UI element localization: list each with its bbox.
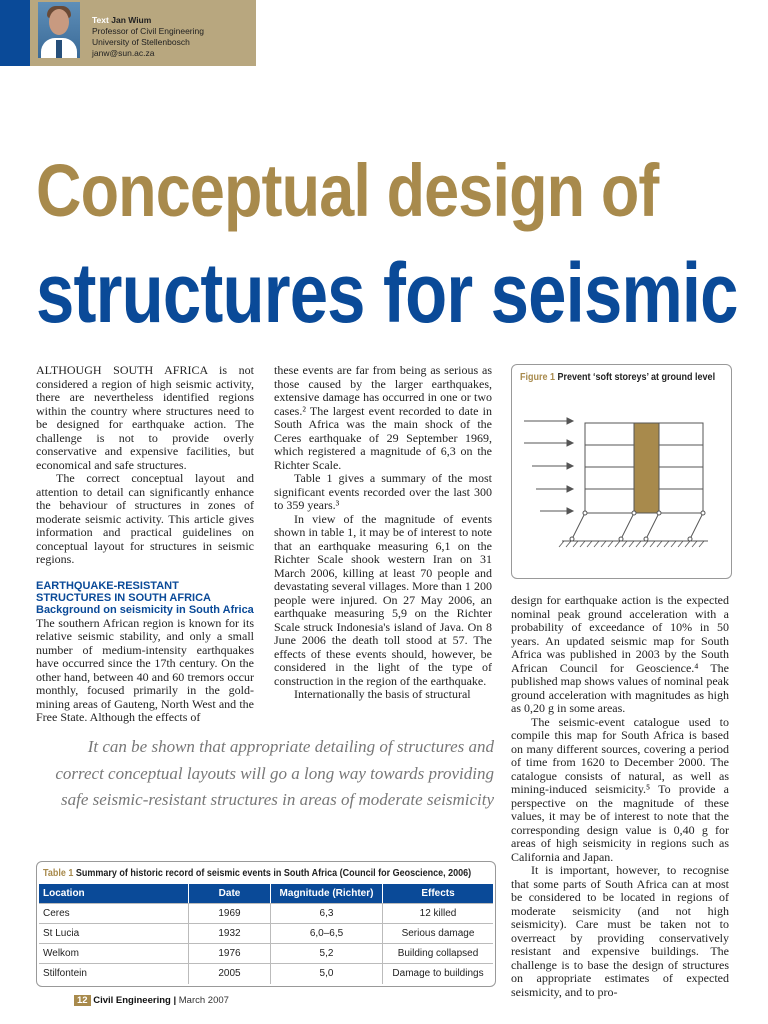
- body-paragraph: In view of the magnitude of events shown in table 1, it may be of interest to note that an earthquake measuring 6,1 on the Richter Scale shook western Iran on 31 March 2006, killing at least 70 people and devastating several villages. More than 1 200 people were injured. On 27 May 2006, an earthquake measuring 5,9 on the Richter Scale struck Indonesia's island of Java. On 8 June 2006 the death toll stood at 57. The effects of these events should, however, be considered in the light of the type of construction in the region of the earthquake.: [274, 511, 492, 688]
- table-1: [36, 861, 496, 987]
- column-header-effects: Effects: [421, 888, 455, 899]
- hinge: [632, 511, 636, 515]
- body-paragraph: Table 1 gives a summary of the most significant events recorded over the last 300 to 359 years.³: [274, 471, 492, 512]
- cell-location: Welkom: [39, 944, 189, 964]
- page-footer: [74, 995, 229, 1006]
- load-arrows: [524, 418, 573, 514]
- cell-effects: Damage to buildings: [392, 968, 484, 979]
- issue-date: March 2007: [178, 995, 229, 1006]
- hinge: [657, 511, 661, 515]
- body-paragraph: Internationally the basis of structural: [294, 687, 471, 701]
- column-header-date: Date: [189, 884, 271, 903]
- table-row: [39, 903, 493, 924]
- table-label: Table 1: [43, 868, 74, 879]
- cell-location: St Lucia: [39, 924, 189, 944]
- intro-paragraph: ALTHOUGH SOUTH AFRICA is not considered a region of high seismic activity, there are nevertheless identified regions within the country where structures need to be designed for earthquake action. The challenge is not to provide overly conservative and expensive facilities, but economical and safe structures.: [36, 363, 254, 472]
- ground-column: [646, 513, 659, 539]
- body-paragraph: It is important, however, to recognise that some parts of South Africa can at most be considered to be located in regions of moderate seismicity (and not high seismicity). Care must be taken not to overreact by providing conservatively resistant and expensive buildings. The challenge is to base the design of structures on appropriate estimates of expected seismicity, and to pro-: [511, 863, 729, 999]
- page-number: 12: [74, 995, 91, 1006]
- soft-storey-diagram: [512, 365, 731, 578]
- cell-magnitude: 5,0: [271, 964, 383, 984]
- table-header: [39, 884, 493, 903]
- column-3: [511, 594, 729, 999]
- column-header-magnitude: Magnitude (Richter): [271, 884, 383, 903]
- hinge: [619, 537, 623, 541]
- ground-column: [621, 513, 634, 539]
- pull-quote: It can be shown that appropriate detailing of structures and correct conceptual layouts will go a long way towards providing safe seismic-resistant structures in areas of moderate seismicity: [55, 737, 494, 809]
- body-paragraph: The southern African region is known for its relative seismic stability, and only a small number of medium-intensity earthquakes have occurred since the 17th century. On the other hand, between 40 and 60 tremors occur monthly, focused primarily in the gold-mining areas of Gauteng, North West and the Free State. Although the effects of: [36, 615, 254, 724]
- hinge: [570, 537, 574, 541]
- sub-heading: Background on seismicity in South Africa: [36, 603, 254, 616]
- table-row: [39, 923, 493, 944]
- hinge: [644, 537, 648, 541]
- body-paragraph: The seismic-event catalogue used to compile this map for South Africa is based on many different sources, covering a period of time from 1620 to December 2000. The catalogue consists of natural, as well as mining-induced seismicity.⁵ To provide a perspective on the magnitude of these values, it may be of interest to note that the corresponding design value is 0,40 g for areas of high seismicity in regions such as California and Japan.: [511, 714, 729, 864]
- hinge: [701, 511, 705, 515]
- body-paragraph: these events are far from being as serious as those caused by the larger earthquakes, extensive damage has occurred in one or two cases.² The largest event recorded to date in South Africa was the main shock of the Ceres earthquake of 29 September 1969, which registered a magnitude of 6,3 on the Richter Scale.: [274, 363, 492, 472]
- column-2: [274, 364, 492, 702]
- table-row: [39, 963, 493, 984]
- cell-date: 2005: [189, 964, 271, 984]
- cell-magnitude: 6,0–6,5: [271, 924, 383, 944]
- section-heading: EARTHQUAKE-RESISTANT STRUCTURES IN SOUTH AFRICA: [36, 579, 211, 604]
- ground-hatching: [559, 541, 704, 547]
- title-line-2: structures for seismic: [36, 246, 738, 340]
- table-caption-text: Summary of historic record of seismic events in South Africa (Council for Geoscience, 2006): [75, 868, 472, 879]
- cell-magnitude: 6,3: [271, 904, 383, 924]
- title-line-1: Conceptual design of: [36, 149, 659, 232]
- table-row: [39, 943, 493, 964]
- author-info: [92, 15, 204, 59]
- author-label: Text: [92, 15, 109, 25]
- figure-caption-text: Prevent ‘soft storeys’ at ground level: [557, 372, 716, 383]
- hinge: [688, 537, 692, 541]
- body-paragraph: The correct conceptual layout and attention to detail can significantly enhance the behaviour of structures in zones of moderate seismic activity. This article gives information and practical guidelines on conceptual layout for structures in seismic regions.: [36, 471, 254, 566]
- ground-column: [690, 513, 703, 539]
- cell-location: Stilfontein: [39, 964, 189, 984]
- author-position: Professor of Civil Engineering: [92, 26, 204, 36]
- cell-effects: Building collapsed: [397, 948, 479, 959]
- body-paragraph: design for earthquake action is the expected nominal peak ground acceleration with a probability of exceedance of 10% in 50 years. An updated seismic map for South Africa was published in 2003 by the South African Council for Geoscience.⁴ The published map shows values of nominal peak ground acceleration with magnitudes as high as 0,20 g in some areas.: [511, 593, 729, 715]
- cell-date: 1932: [189, 924, 271, 944]
- table-caption: [43, 868, 471, 879]
- cell-effects: Serious damage: [401, 928, 475, 939]
- cell-effects: 12 killed: [419, 908, 457, 919]
- header-accent-strip: [0, 0, 30, 66]
- ground-column: [572, 513, 585, 539]
- cell-date: 1976: [189, 944, 271, 964]
- cell-location: Ceres: [39, 904, 189, 924]
- figure-label: Figure 1: [520, 372, 556, 383]
- author-affiliation: University of Stellenbosch: [92, 37, 190, 47]
- cell-magnitude: 5,2: [271, 944, 383, 964]
- publication-name: Civil Engineering |: [93, 995, 177, 1006]
- column-1: [36, 364, 254, 725]
- author-photo: [38, 2, 80, 58]
- shear-wall: [634, 423, 659, 513]
- column-header-location: Location: [39, 884, 189, 903]
- author-name: Jan Wium: [111, 15, 152, 25]
- author-email[interactable]: janw@sun.ac.za: [92, 48, 155, 58]
- hinge: [583, 511, 587, 515]
- author-box: [30, 0, 256, 66]
- cell-date: 1969: [189, 904, 271, 924]
- figure-1: [511, 364, 732, 579]
